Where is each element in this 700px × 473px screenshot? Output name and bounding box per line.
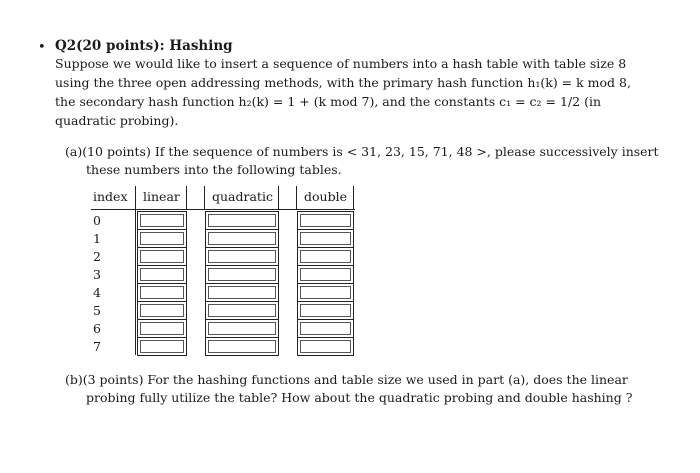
cell-inner-border bbox=[300, 340, 351, 353]
cell-inner-border bbox=[300, 304, 351, 317]
index-label: 7 bbox=[93, 339, 101, 354]
cell-inner-border bbox=[300, 286, 351, 299]
intro-line-4: quadratic probing). bbox=[55, 113, 179, 128]
linear-cell[interactable] bbox=[137, 247, 187, 266]
double-cell[interactable] bbox=[297, 265, 354, 284]
header-quadratic: quadratic bbox=[212, 189, 273, 204]
cell-inner-border bbox=[208, 322, 276, 335]
double-cell[interactable] bbox=[297, 229, 354, 248]
index-label: 6 bbox=[93, 321, 101, 336]
index-label: 2 bbox=[93, 249, 101, 264]
header-divider bbox=[353, 186, 354, 209]
double-cell[interactable] bbox=[297, 337, 354, 356]
linear-cell[interactable] bbox=[137, 319, 187, 338]
header-rule bbox=[91, 209, 355, 210]
part-a-line-1: (a)(10 points) If the sequence of numbers is < 31, 23, 15, 71, 48 >, please successively insert bbox=[65, 144, 659, 159]
question-heading: Q2(20 points): Hashing bbox=[55, 38, 233, 54]
bullet: • bbox=[38, 40, 46, 55]
cell-inner-border bbox=[208, 268, 276, 281]
header-divider bbox=[296, 186, 297, 209]
part-a-line-2: these numbers into the following tables. bbox=[86, 162, 342, 177]
intro-line-2: using the three open addressing methods, with the primary hash function h₁(k) = k mod 8, bbox=[55, 75, 631, 90]
quadratic-cell[interactable] bbox=[205, 301, 279, 320]
header-index: index bbox=[93, 189, 128, 204]
quadratic-cell[interactable] bbox=[205, 283, 279, 302]
linear-cell[interactable] bbox=[137, 301, 187, 320]
quadratic-cell[interactable] bbox=[205, 211, 279, 230]
quadratic-cell[interactable] bbox=[205, 229, 279, 248]
part-b-line-1: (b)(3 points) For the hashing functions and table size we used in part (a), does the linear bbox=[65, 372, 628, 387]
index-label: 4 bbox=[93, 285, 101, 300]
cell-inner-border bbox=[208, 304, 276, 317]
cell-inner-border bbox=[208, 232, 276, 245]
linear-cell[interactable] bbox=[137, 229, 187, 248]
index-label: 5 bbox=[93, 303, 101, 318]
cell-inner-border bbox=[300, 250, 351, 263]
cell-inner-border bbox=[140, 340, 184, 353]
linear-cell[interactable] bbox=[137, 337, 187, 356]
double-cell[interactable] bbox=[297, 247, 354, 266]
cell-inner-border bbox=[140, 286, 184, 299]
cell-inner-border bbox=[208, 214, 276, 227]
linear-cell[interactable] bbox=[137, 265, 187, 284]
cell-inner-border bbox=[140, 250, 184, 263]
linear-cell[interactable] bbox=[137, 283, 187, 302]
double-cell[interactable] bbox=[297, 211, 354, 230]
double-cell[interactable] bbox=[297, 319, 354, 338]
intro-line-3: the secondary hash function h₂(k) = 1 + (k mod 7), and the constants c₁ = c₂ = 1/2 (in bbox=[55, 94, 602, 109]
header-divider bbox=[204, 186, 205, 209]
cell-inner-border bbox=[300, 214, 351, 227]
part-b-line-2: probing fully utilize the table? How about the quadratic probing and double hashing ? bbox=[86, 390, 633, 405]
cell-inner-border bbox=[300, 322, 351, 335]
quadratic-cell[interactable] bbox=[205, 319, 279, 338]
index-column-rule bbox=[135, 209, 136, 355]
cell-inner-border bbox=[140, 268, 184, 281]
header-linear: linear bbox=[143, 189, 180, 204]
intro-line-1: Suppose we would like to insert a sequence of numbers into a hash table with table size 8 bbox=[55, 56, 627, 71]
cell-inner-border bbox=[208, 250, 276, 263]
quadratic-cell[interactable] bbox=[205, 337, 279, 356]
cell-inner-border bbox=[140, 232, 184, 245]
quadratic-cell[interactable] bbox=[205, 265, 279, 284]
header-divider bbox=[186, 186, 187, 209]
cell-inner-border bbox=[300, 268, 351, 281]
index-label: 3 bbox=[93, 267, 101, 282]
quadratic-cell[interactable] bbox=[205, 247, 279, 266]
cell-inner-border bbox=[140, 304, 184, 317]
cell-inner-border bbox=[140, 214, 184, 227]
cell-inner-border bbox=[208, 340, 276, 353]
index-label: 0 bbox=[93, 213, 101, 228]
header-double: double bbox=[304, 189, 347, 204]
cell-inner-border bbox=[208, 286, 276, 299]
linear-cell[interactable] bbox=[137, 211, 187, 230]
cell-inner-border bbox=[140, 322, 184, 335]
double-cell[interactable] bbox=[297, 283, 354, 302]
header-divider bbox=[135, 186, 136, 209]
index-label: 1 bbox=[93, 231, 101, 246]
header-divider bbox=[278, 186, 279, 209]
cell-inner-border bbox=[300, 232, 351, 245]
double-cell[interactable] bbox=[297, 301, 354, 320]
